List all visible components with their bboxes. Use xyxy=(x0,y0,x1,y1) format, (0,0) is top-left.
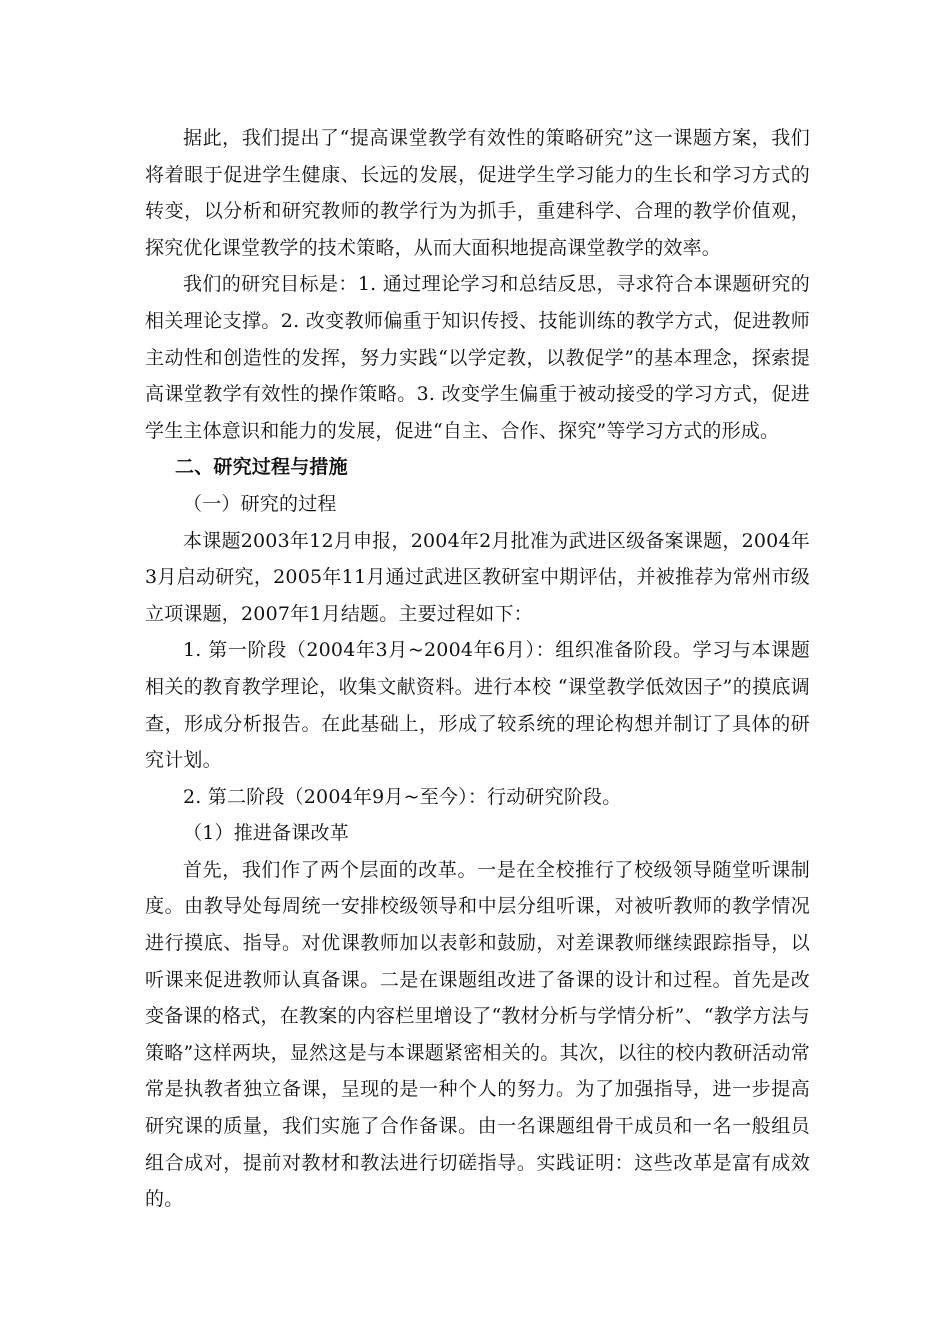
section-heading-process-measures: 二、研究过程与措施 xyxy=(175,456,348,479)
paragraph-lesson-prep-details: 首先，我们作了两个层面的改革。一是在全校推行了校级领导随堂听课制度。由教导处每周统一安排校级领导和中层分组听课，对被听教师的教学情况进行摸底、指导。对优课教师加以表彰和鼓励，对差课教师继续跟踪指导，以听课来促进教师认真备课。二是在课题组改进了备课的设计和过程。首先是改变备课的格式，在教案的内容栏里增设了“教材分析与学情分析”、“教学方法与策略”这样两块，显然这是与本课题紧密相关的。其次，以往的校内教研活动常常是执教者独立备课，呈现的是一种个人的努力。为了加强指导，进一步提高研究课的质量，我们实施了合作备课。由一名课题组骨干成员和一名一般组员组合成对，提前对教材和教法进行切磋指导。实践证明：这些改革是富有成效的。 xyxy=(145,858,810,1211)
subheading-research-process: （一）研究的过程 xyxy=(183,492,337,515)
paragraph-stage-two: 2. 第二阶段（2004年9月~至今）：行动研究阶段。 xyxy=(183,785,622,808)
paragraph-stage-one: 1. 第一阶段（2004年3月~2004年6月）：组织准备阶段。学习与本课题相关的教育教学理论，收集文献资料。进行本校 “课堂教学低效因子”的摸底调查，形成分析报告。在此基础上，形成了较系统的理论构想并制订了具体的研究计划。 xyxy=(145,639,810,772)
paragraph-research-goals: 我们的研究目标是：1. 通过理论学习和总结反思，寻求符合本课题研究的相关理论支撑。2. 改变教师偏重于知识传授、技能训练的教学方式，促进教师主动性和创造性的发挥，努力实践“以学定教，以教促学”的基本理念，探索提高课堂教学有效性的操作策略。3. 改变学生偏重于被动接受的学习方式，促进学生主体意识和能力的发展，促进“自主、合作、探究”等学习方式的形成。 xyxy=(145,273,810,442)
subheading-lesson-prep-reform: （1）推进备课改革 xyxy=(183,822,349,845)
paragraph-project-timeline: 本课题2003年12月申报，2004年2月批准为武进区级备案课题，2004年3月启动研究，2005年11月通过武进区教研室中期评估，并被推荐为常州市级立项课题，2007年1月结题。主要过程如下： xyxy=(145,529,810,625)
paragraph-research-proposal: 据此，我们提出了“提高课堂教学有效性的策略研究”这一课题方案，我们将着眼于促进学生健康、长远的发展，促进学生学习能力的生长和学习方式的转变，以分析和研究教师的教学行为为抓手，重建科学、合理的教学价值观，探究优化课堂教学的技术策略，从而大面积地提高课堂教学的效率。 xyxy=(145,127,810,259)
document-body xyxy=(145,120,810,1218)
